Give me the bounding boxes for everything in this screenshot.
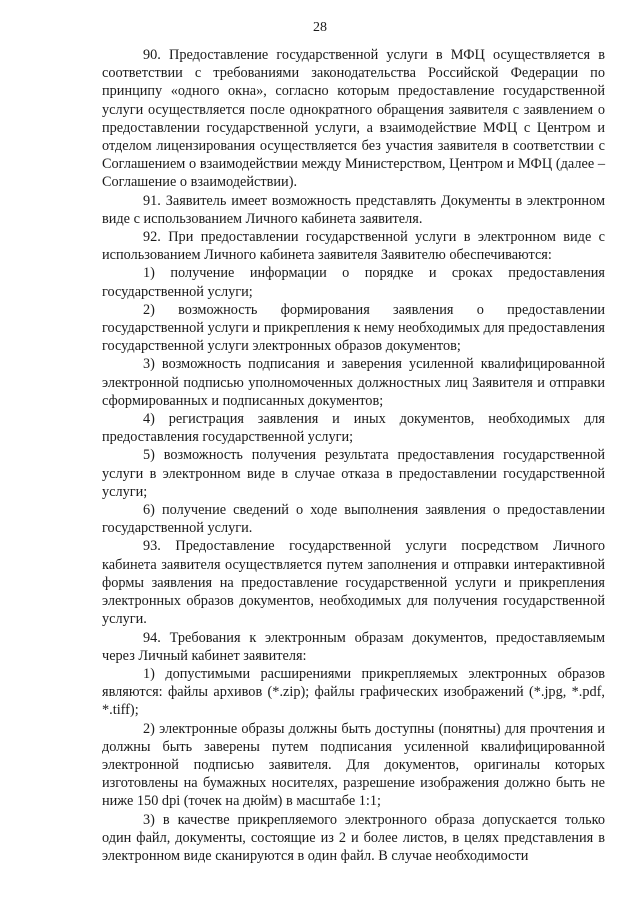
document-body [102, 46, 605, 865]
paragraph-92: 92. При предоставлении государственной услуги в электронном виде с использованием Личного кабинета заявителя Заявителю обеспечиваются: [102, 229, 605, 264]
paragraph-94: 94. Требования к электронным образам документов, предоставляемым через Личный кабинет заявителя: [102, 629, 605, 664]
list-item-94-2: 2) электронные образы должны быть доступны (понятны) для прочтения и должны быть заверены путем подписания усиленной квалифицированной электронной подписью заявителя. Для документов, оригиналы которых изготовлены на бумажных носителях, разрешение изображения должно быть не ниже 150 dpi (точек на дюйм) в масштабе 1:1; [102, 720, 605, 810]
paragraph-91: 91. Заявитель имеет возможность представлять Документы в электронном виде с использованием Личного кабинета заявителя. [102, 192, 605, 227]
list-item-92-5: 5) возможность получения результата предоставления государственной услуги в электронном виде в случае отказа в предоставлении государственной услуги; [102, 447, 605, 500]
paragraph-93: 93. Предоставление государственной услуги посредством Личного кабинета заявителя осуществляется путем заполнения и отправки интерактивной формы заявления на предоставление государственной услуги и прикрепления электронных образов документов, необходимых для получения государственной услуги. [102, 538, 605, 628]
list-item-92-1: 1) получение информации о порядке и сроках предоставления государственной услуги; [102, 265, 605, 300]
page-number: 28 [313, 20, 327, 35]
list-item-94-1: 1) допустимыми расширениями прикрепляемых электронных образов являются: файлы архивов (*.zip); файлы графических изображений (*.jpg, *.pdf, *.tiff); [102, 665, 605, 719]
list-item-92-6: 6) получение сведений о ходе выполнения заявления о предоставлении государственной услуги. [102, 502, 605, 537]
list-item-92-3: 3) возможность подписания и заверения усиленной квалифицированной электронной подписью уполномоченных должностных лиц Заявителя и отправки сформированных и подписанных документов; [102, 356, 605, 409]
list-item-92-2: 2) возможность формирования заявления о предоставлении государственной услуги и прикрепления к нему необходимых для предоставления государственной услуги электронных образов документов; [102, 301, 605, 355]
list-item-92-4: 4) регистрация заявления и иных документов, необходимых для предоставления государственной услуги; [102, 411, 605, 446]
paragraph-90: 90. Предоставление государственной услуги в МФЦ осуществляется в соответствии с требованиями законодательства Российской Федерации по принципу «одного окна», согласно которым предоставление государственной услуги осуществляется после однократного обращения заявителя с заявлением о предоставлении государственной услуги, а взаимодействие МФЦ с Центром и отделом лицензирования осуществляется без участия заявителя в соответствии с Соглашением о взаимодействии между Министерством, Центром и МФЦ (далее – Соглашение о взаимодействии). [102, 47, 605, 191]
list-item-94-3: 3) в качестве прикрепляемого электронного образа допускается только один файл, документы, состоящие из 2 и более листов, в целях представления в электронном виде сканируются в один файл. В случае необходимости [102, 811, 605, 864]
